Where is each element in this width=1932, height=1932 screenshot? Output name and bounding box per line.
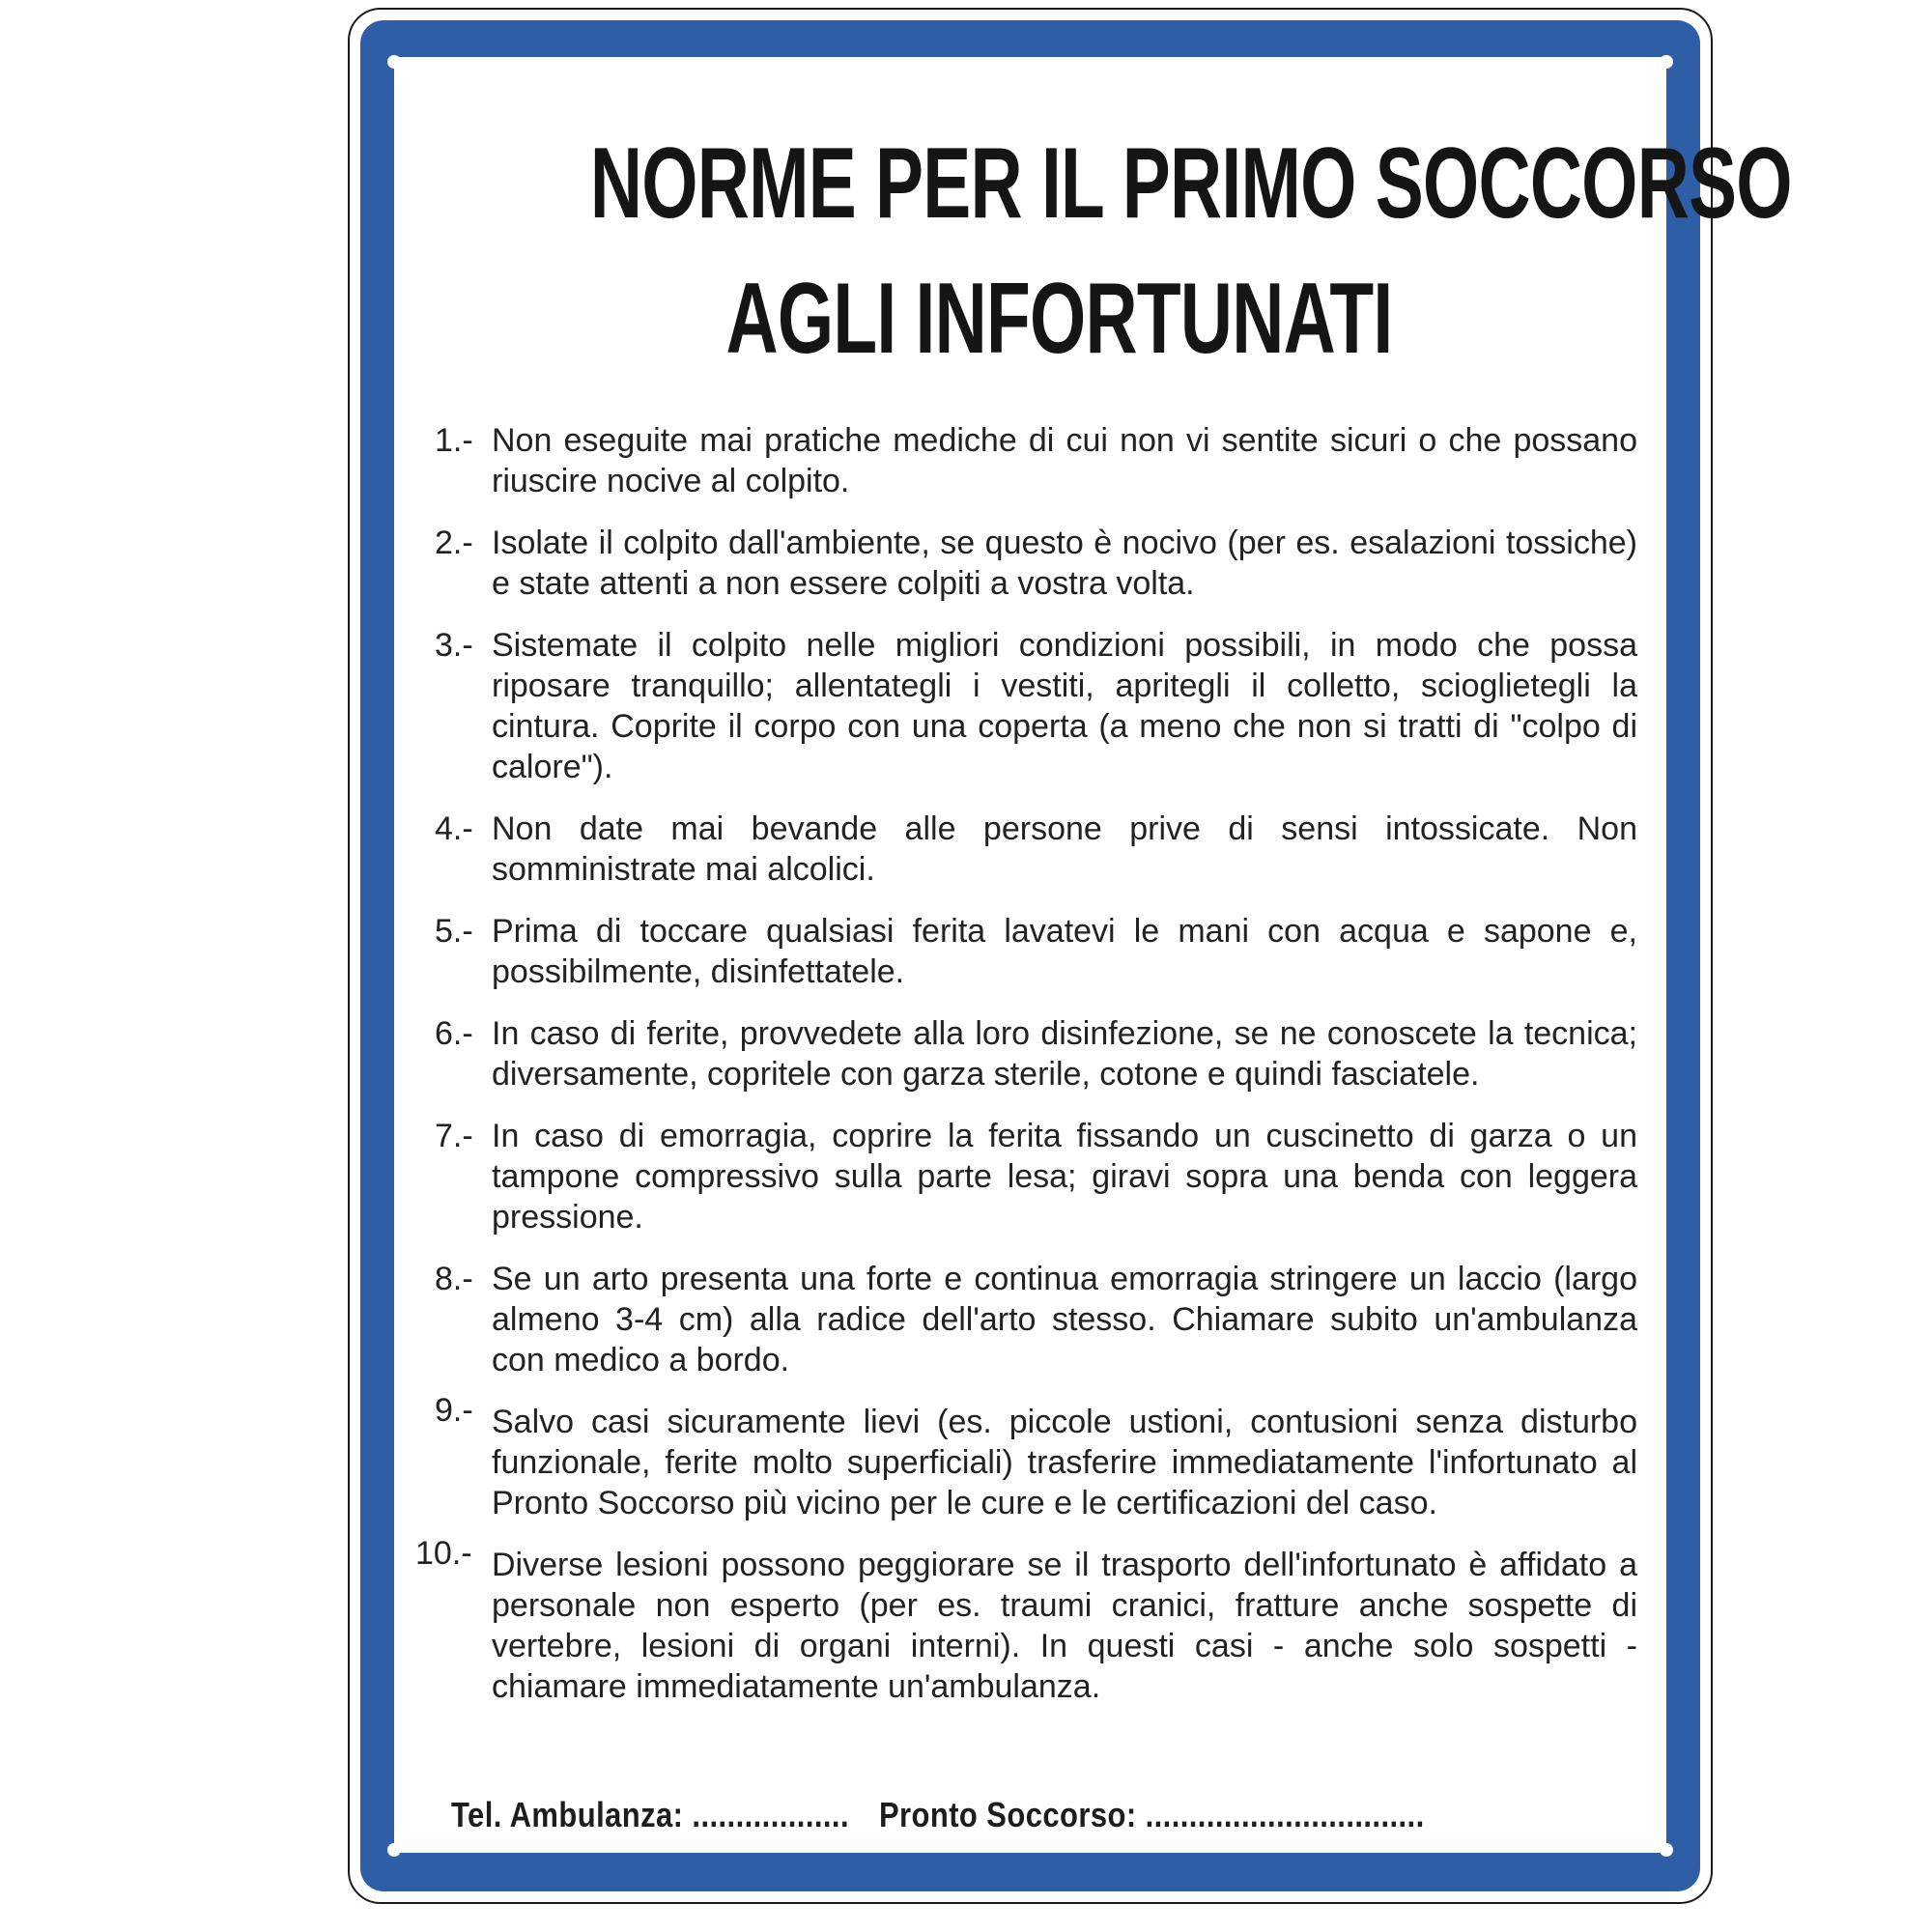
rules-list [415,420,1637,1728]
first-aid-phone-label: Pronto Soccorso: ................................ [878,1795,1425,1834]
sign-title [589,116,1792,386]
rule-item [435,1392,1637,1523]
rule-number: 9.- [435,1392,473,1429]
rule-item [435,809,1637,890]
rule-text: Non eseguite mai pratiche mediche di cui non vi sentite sicuri o che possano riuscire nocive al colpito. [492,422,1637,499]
rule-text: Isolate il colpito dall'ambiente, se questo è nocivo (per es. esalazioni tossiche) e state attenti a non essere colpiti a vostra volta. [492,525,1637,602]
rule-text: Se un arto presenta una forte e continua emorragia stringere un laccio (largo almeno 3-4 cm) alla radice dell'arto stesso. Chiamare subito un'ambulanza con medico a bordo. [492,1261,1637,1378]
rule-item [435,1013,1637,1094]
rule-number: 5.- [435,913,473,950]
title-line-2: AGLI INFORTUNATI [725,263,1393,375]
rule-item [435,1259,1637,1380]
first-aid-sign [348,8,1792,1904]
rule-item [435,523,1637,604]
rule-text: In caso di emorragia, coprire la ferita fissando un cuscinetto di garza o un tampone compressivo sulla parte lesa; giravi sopra una benda con leggera pressione. [492,1118,1637,1236]
sign-footer [451,1795,1425,1835]
rule-number: 8.- [435,1261,473,1297]
rule-item [435,420,1637,501]
rule-item [435,1116,1637,1237]
ambulance-phone-label: Tel. Ambulanza: .................. [451,1795,849,1834]
rule-number: 3.- [435,627,473,664]
rule-number: 4.- [435,810,473,847]
title-line-1: NORME PER IL PRIMO SOCCORSO [589,128,1792,240]
rule-number: 2.- [435,525,473,561]
rule-text: Sistemate il colpito nelle migliori condizioni possibili, in modo che possa riposare tranquillo; allentategli i vestiti, apritegli il colletto, scioglietegli la cintura. Coprite il corpo con una coperta (a meno che non si tratti di "colpo di calore"). [492,627,1637,785]
rule-item [435,911,1637,992]
rule-text: Salvo casi sicuramente lievi (es. piccole ustioni, contusioni senza disturbo funzionale, ferite molto superficiali) trasferire immediatamente l'infortunato al Pronto Soccorso più vicino per le cure e le certificazioni del caso. [492,1404,1637,1521]
rule-text: Prima di toccare qualsiasi ferita lavatevi le mani con acqua e sapone e, possibilmente, disinfettatele. [492,913,1637,990]
rule-text: Non date mai bevande alle persone prive di sensi intossicate. Non somministrate mai alcolici. [492,810,1637,888]
rule-number: 1.- [435,422,473,459]
rule-number: 7.- [435,1118,473,1154]
rule-number: 10.- [415,1535,472,1572]
rule-item [415,1535,1637,1707]
rule-text: Diverse lesioni possono peggiorare se il trasporto dell'infortunato è affidato a personale non esperto (per es. traumi cranici, fratture anche sospette di vertebre, lesioni di organi interni). In questi casi - anche solo sospetti - chiamare immediatamente un'ambulanza. [492,1547,1637,1705]
rule-text: In caso di ferite, provvedete alla loro disinfezione, se ne conoscete la tecnica; diversamente, copritele con garza sterile, cotone e quindi fasciatele. [492,1015,1637,1093]
rule-number: 6.- [435,1015,473,1052]
rule-item [435,625,1637,787]
